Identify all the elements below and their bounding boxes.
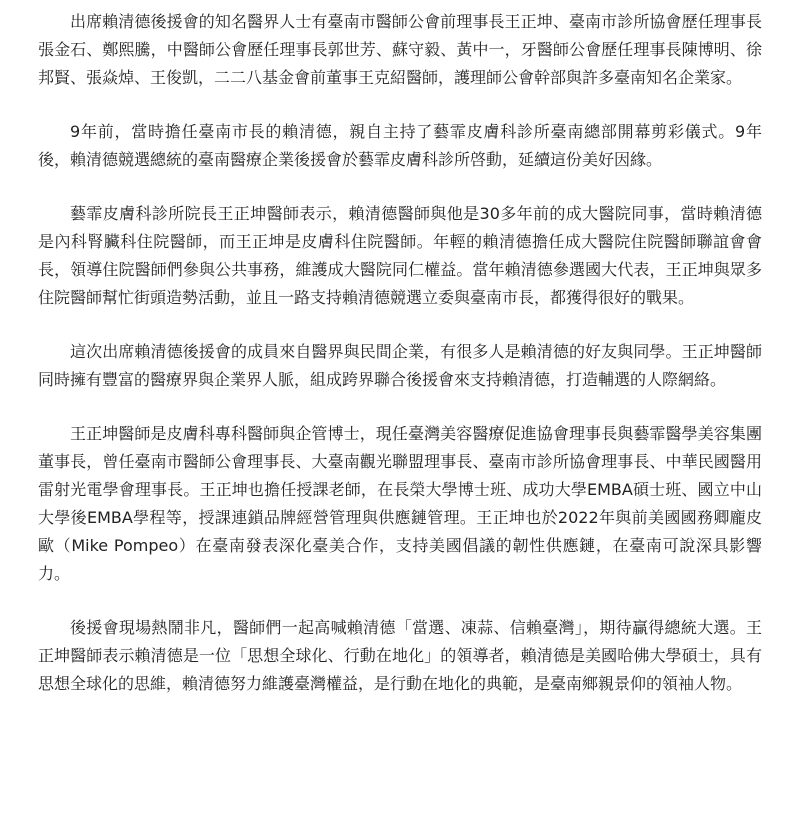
article-paragraph-6: 後援會現場熱鬧非凡，醫師們一起高喊賴清德「當選、凍蒜、信賴臺灣」，期待贏得總統大選。王正坤醫師表示賴清德是一位「思想全球化、行動在地化」的領導者，賴清德是美國哈佛大學碩士，具有思想全球化的思維，賴清德努力維護臺灣權益，是行動在地化的典範，是臺南鄉親景仰的領袖人物。 [38, 618, 762, 693]
article-paragraph-3: 藝霏皮膚科診所院長王正坤醫師表示，賴清德醫師與他是30多年前的成大醫院同事，當時賴清德是內科腎臟科住院醫師，而王正坤是皮膚科住院醫師。年輕的賴清德擔任成大醫院住院醫師聯誼會會長，領導住院醫師們參與公共事務，維護成大醫院同仁權益。當年賴清德參選國大代表，王正坤與眾多住院醫師幫忙街頭造勢活動，並且一路支持賴清德競選立委與臺南市長，都獲得很好的戰果。 [38, 204, 762, 307]
article-paragraph-4: 這次出席賴清德後援會的成員來自醫界與民間企業，有很多人是賴清德的好友與同學。王正坤醫師同時擁有豐富的醫療界與企業界人脈，組成跨界聯合後援會來支持賴清德，打造輔選的人際網絡。 [38, 342, 762, 389]
article-paragraph-1: 出席賴清德後援會的知名醫界人士有臺南市醫師公會前理事長王正坤、臺南市診所協會歷任理事長張金石、鄭熙騰，中醫師公會歷任理事長郭世芳、蘇守毅、黃中一，牙醫師公會歷任理事長陳博明、徐邦賢、張焱焯、王俊凱，二二八基金會前董事王克紹醫師，護理師公會幹部與許多臺南知名企業家。 [38, 12, 762, 87]
article-paragraph-5: 王正坤醫師是皮膚科專科醫師與企管博士，現任臺灣美容醫療促進協會理事長與藝霏醫學美容集團董事長，曾任臺南市醫師公會理事長、大臺南觀光聯盟理事長、臺南市診所協會理事長、中華民國醫用雷射光電學會理事長。王正坤也擔任授課老師，在長榮大學博士班、成功大學EMBA碩士班、國立中山大學後EMBA學程等，授課連鎖品牌經營管理與供應鏈管理。王正坤也於2022年與前美國國務卿龐皮歐（Mike Pompeo）在臺南發表深化臺美合作，支持美國倡議的韌性供應鏈，在臺南可說深具影響力。 [38, 424, 762, 583]
article-paragraph-2: 9年前，當時擔任臺南市長的賴清德，親自主持了藝霏皮膚科診所臺南總部開幕剪彩儀式。9年後，賴清德競選總統的臺南醫療企業後援會於藝霏皮膚科診所啓動，延續這份美好因緣。 [38, 122, 762, 169]
